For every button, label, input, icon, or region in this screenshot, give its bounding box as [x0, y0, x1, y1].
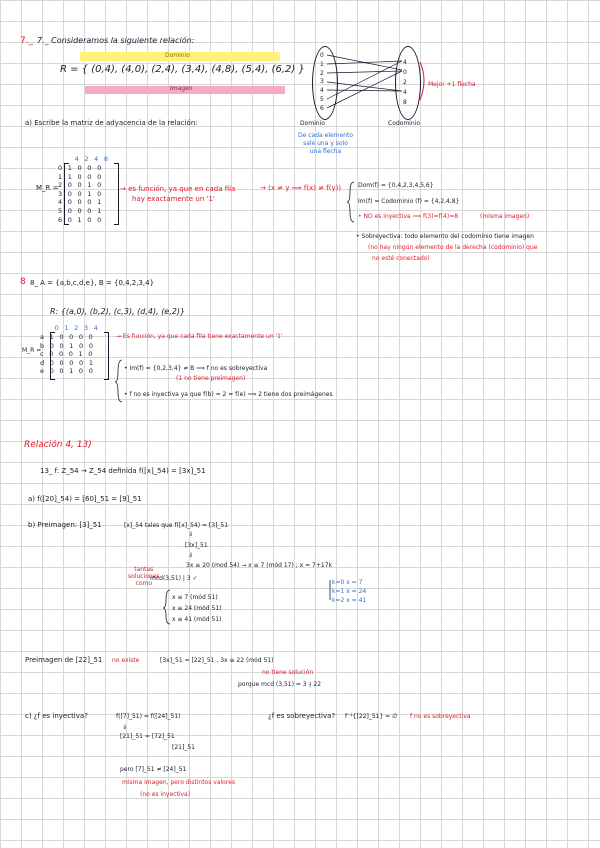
- ex8-img-line: • Im(f) = {0,2,3,4} ≠ B ⟹ f no es sobreyectiva: [124, 365, 268, 372]
- codomain-element-2: 2: [403, 79, 407, 86]
- codomain-element-0: 4: [403, 59, 407, 66]
- ex7-matrix-row-5: 5 0 0 0 1: [58, 206, 102, 215]
- sobre-ans: f no es sobreyectiva: [410, 713, 471, 720]
- rel-title: Relación 4, 13): [24, 440, 92, 450]
- ex8-matrix-row-0: a 1 0 0 0 0: [40, 333, 94, 341]
- ex8-title: 8_ A = {a,b,c,d,e}, B = {0,4,2,3,4}: [30, 279, 155, 287]
- c-red2: (no es inyectiva): [140, 791, 191, 798]
- codomain-element-3: 4: [403, 89, 407, 96]
- side-note: Mejor +1 flecha: [428, 81, 476, 88]
- b-k-values: k=0 x = 7 k=1 x = 24 k=2 x = 41: [332, 579, 367, 604]
- ex7-matrix-row-3: 3 0 0 1 0: [58, 189, 102, 198]
- ex7-matrix-row-0: 0 1 0 0 0: [58, 164, 102, 172]
- ex7-matrix-row-1: 1 1 0 0 0: [58, 172, 102, 181]
- rel-part-a: a) f([20]_54) = [60]_51 = [9]_51: [28, 495, 142, 503]
- b-side-note: tantas soluciones como: [128, 566, 160, 587]
- domain-element-6: 6: [320, 104, 324, 112]
- ex8-matrix-row-1: b 0 0 1 0 0: [40, 341, 94, 350]
- ex7-red-note: → es función, ya que en cada fila hay exactamente un '1': [120, 185, 236, 203]
- ex8-matrix-row-4: e 0 0 1 0 0: [40, 367, 94, 376]
- ex7-matrix-row-2: 2 0 0 1 0: [58, 181, 102, 190]
- b-line2: ⇓: [188, 531, 194, 538]
- domain-element-1: 1: [320, 60, 324, 68]
- b-line5: mcd(3,51) | 3 ✓: [150, 575, 198, 582]
- codomain-element-4: 8: [403, 99, 407, 106]
- ex8-matrix-header: 0 1 2 3 4: [52, 324, 99, 332]
- ex7-matrix-row-4: 4 0 0 0 1: [58, 198, 102, 207]
- codomain-element-1: 0: [403, 69, 407, 76]
- ex7-title: 7._ Consideramos la siguiente relación:: [37, 36, 195, 45]
- ex8-matrix-label: M_R =: [22, 347, 42, 354]
- pre-eq: [3x]_51 = [22]_51 , 3x ≡ 22 (mód 51): [160, 657, 274, 664]
- ex7-matrix-header: 4 2 4 8: [72, 155, 109, 163]
- ex8-img-sub: (1 no tiene preimagen): [176, 375, 246, 382]
- b-line3: [3x]_51: [185, 542, 208, 549]
- label-codominio: Codominio: [388, 120, 420, 127]
- ex7-no-inyectiva: • NO es inyectiva ⟹ f(3)=f(4)=8: [358, 213, 459, 220]
- domain-element-4: 4: [320, 87, 324, 95]
- ex7-number: 7._: [20, 36, 34, 46]
- domain-element-2: 2: [320, 69, 324, 77]
- ex7-matrix-label: M_R =: [36, 184, 59, 192]
- b-line4: 3x ≡ 20 (mod 54) → x ≡ 7 (mód 17) ; x = 7+17k: [186, 562, 332, 569]
- ex7-part-a: a) Escribe la matriz de adyacencia de la relación:: [25, 119, 198, 127]
- ex7-implication: → (x ≠ y ⟹ f(x) ≠ f(y)): [260, 184, 342, 192]
- pre-head: Preimagen de [22]_51: [25, 656, 103, 664]
- ex8-red-note: → Es función, ya que cada fila tiene exactamente un '1': [116, 333, 283, 340]
- sobre-q: ¿f es sobreyectiva?: [268, 712, 336, 720]
- c-line1: f([7]_51) = f([24]_51): [116, 713, 181, 720]
- ex8-number: 8: [20, 277, 26, 287]
- c-line2: [21]_51 = [72]_51: [120, 733, 175, 740]
- b-cases: x ≡ 7 (mód 51) x ≡ 24 (mód 51) x ≡ 41 (mód 51): [172, 594, 222, 623]
- imagen-tag: Imagen: [170, 85, 193, 92]
- c-arrow1: ⇓: [122, 724, 128, 731]
- ex7-dom: Dom(f) = {0,4,2,3,4,5,6}: [358, 182, 434, 189]
- rel-def: 13_ f: Z_54 → Z_54 definida f([x]_54) = [3x]_51: [40, 467, 206, 475]
- ex7-im: Im(f) = Codominio (f) = {4,2,4,8}: [358, 198, 460, 205]
- ex7-sobre-1: • Sobreyectiva: todo elemento del codominio tiene imagen: [356, 233, 534, 240]
- ex8-relation: R: {(a,0), (b,2), (c,3), (d,4), (e,2)}: [50, 307, 186, 316]
- dominio-tag: Dominio: [165, 52, 190, 59]
- c-pero: pero [7]_51 ≠ [24]_51: [120, 766, 187, 773]
- sobre-eq: f⁻¹{[22]_51} = ∅: [345, 713, 398, 720]
- b-arrow: ⇓: [188, 552, 194, 559]
- ex7-misma-imagen: (misma imagen): [480, 213, 530, 220]
- b-line1: [x]_54 tales que f([x]_54) = [3]_51: [124, 522, 229, 529]
- rel-part-b-head: b) Preimagen: [3]_51: [28, 521, 102, 529]
- ex8-matrix-row-3: d 0 0 0 0 1: [40, 358, 94, 367]
- ex7-sobre-3: no esté conectado): [372, 255, 430, 262]
- domain-element-0: 0: [320, 52, 324, 59]
- ex8-iny-line: • f no es inyectiva ya que f(b) = 2 = f(e) ⟹ 2 tiene dos preimágenes: [124, 391, 333, 398]
- pre-noexiste: no existe: [112, 657, 140, 664]
- domain-element-3: 3: [320, 78, 324, 86]
- ex7-matrix-row-6: 6 0 1 0 0: [58, 215, 102, 224]
- pre-nosol: no tiene solución: [262, 669, 314, 676]
- ex7-sobre-2: (no hay ningún elemento de la derecha (codominio) que: [368, 244, 538, 251]
- domain-element-5: 5: [320, 95, 324, 103]
- c-line3: [21]_51: [172, 744, 195, 751]
- pre-porque: porque mcd (3,51) = 3 ∤ 22: [238, 681, 322, 688]
- ex8-matrix-row-2: c 0 0 0 1 0: [40, 350, 93, 359]
- c-red1: misma imagen, pero distintos valores: [122, 779, 235, 786]
- label-dominio: Dominio: [300, 120, 325, 127]
- blue-note: De cada elemento sale una y solo una flecha: [298, 132, 353, 155]
- ex7-relation: R = { (0,4), (4,0), (2,4), (3,4), (4,8), (5,4), (6,2) }: [60, 64, 305, 75]
- part-c: c) ¿f es inyectiva?: [25, 712, 88, 720]
